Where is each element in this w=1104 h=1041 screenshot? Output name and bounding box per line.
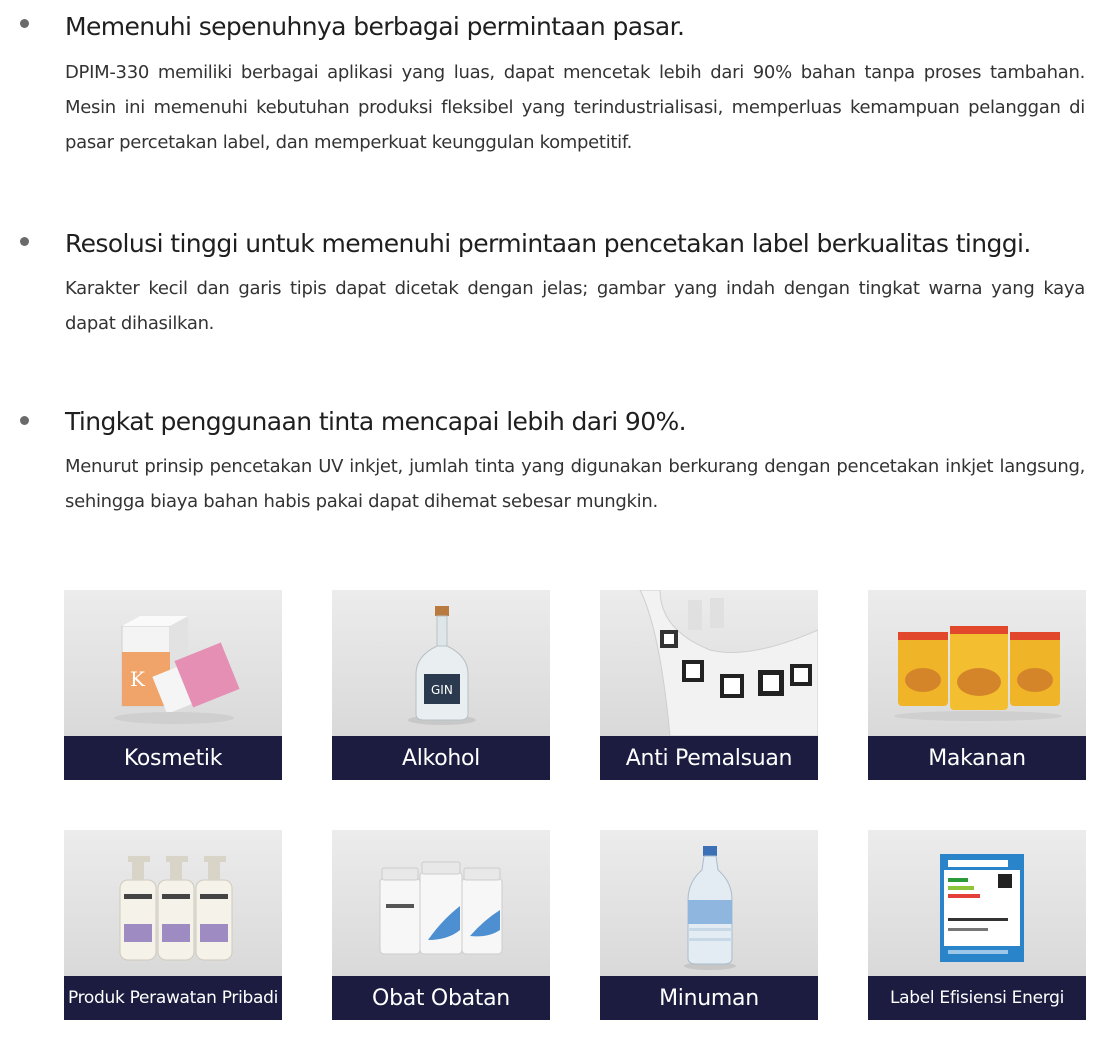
application-card-produk-perawatan-pribadi[interactable]	[64, 830, 282, 1020]
feature-body: Karakter kecil dan garis tipis dapat dicetak dengan jelas; gambar yang indah dengan tingkat warna yang kaya dapat dihasilkan.	[65, 278, 1085, 334]
feature-body: DPIM-330 memiliki berbagai aplikasi yang luas, dapat mencetak lebih dari 90% bahan tanpa proses tambahan. Mesin ini memenuhi kebutuhan produksi fleksibel yang terindustrialisasi, memperluas kemampuan pelanggan di pasar percetakan label, dan memperkuat keunggulan kompetitif.	[65, 62, 1085, 153]
bullet-icon	[20, 416, 29, 425]
application-card-label-efisiensi-energi[interactable]	[868, 830, 1086, 1020]
water-bottle-image	[600, 830, 818, 976]
lotion-bottles-image	[64, 830, 282, 976]
application-caption: Produk Perawatan Pribadi	[64, 976, 282, 1020]
feature-title: Memenuhi sepenuhnya berbagai permintaan pasar.	[65, 12, 685, 41]
feature-body: Menurut prinsip pencetakan UV inkjet, jumlah tinta yang digunakan berkurang dengan pencetakan inkjet langsung, sehingga biaya bahan habis pakai dapat dihemat sebesar mungkin.	[65, 456, 1085, 512]
bullet-icon	[20, 19, 29, 28]
qr-label-roll-image	[600, 590, 818, 736]
application-card-minuman[interactable]	[600, 830, 818, 1020]
application-card-kosmetik[interactable]	[64, 590, 282, 780]
energy-label-image	[868, 830, 1086, 976]
application-caption: Minuman	[600, 976, 818, 1020]
application-caption: Obat Obatan	[332, 976, 550, 1020]
application-caption: Anti Pemalsuan	[600, 736, 818, 780]
application-caption: Label Efisiensi Energi	[868, 976, 1086, 1020]
application-caption: Alkohol	[332, 736, 550, 780]
application-card-alkohol[interactable]	[332, 590, 550, 780]
feature-title: Tingkat penggunaan tinta mencapai lebih dari 90%.	[65, 407, 687, 436]
feature-title: Resolusi tinggi untuk memenuhi permintaan pencetakan label berkualitas tinggi.	[65, 229, 1031, 258]
application-caption: Kosmetik	[64, 736, 282, 780]
application-card-anti-pemalsuan[interactable]	[600, 590, 818, 780]
bullet-icon	[20, 237, 29, 246]
svg-text:K: K	[130, 667, 145, 691]
medicine-bottles-image	[332, 830, 550, 976]
application-caption: Makanan	[868, 736, 1086, 780]
application-card-makanan[interactable]	[868, 590, 1086, 780]
svg-text:GIN: GIN	[431, 683, 453, 697]
snack-bags-image	[868, 590, 1086, 736]
gin-bottle-image	[332, 590, 550, 736]
application-card-obat-obatan[interactable]	[332, 830, 550, 1020]
cosmetic-boxes-image	[64, 590, 282, 736]
